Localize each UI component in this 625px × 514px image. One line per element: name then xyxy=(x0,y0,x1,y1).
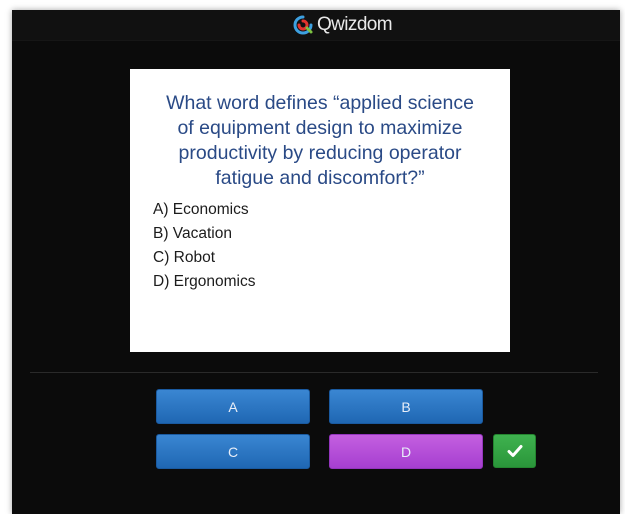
confirm-answer-button[interactable] xyxy=(493,434,536,468)
answer-button-b-label: B xyxy=(401,398,411,415)
choice-b: B) Vacation xyxy=(153,225,232,242)
qwizdom-swirl-icon xyxy=(292,14,314,36)
choice-a: A) Economics xyxy=(153,201,249,218)
answer-button-d-selected[interactable] xyxy=(329,434,483,469)
brand-name: Qwizdom xyxy=(317,14,392,35)
question-text: What word defines “applied science of equipment design to maximize productivity by reducing operator fatigue and discomfort?” xyxy=(166,92,474,189)
quiz-app-frame xyxy=(12,10,620,514)
choice-c: C) Robot xyxy=(153,249,216,266)
answer-button-a[interactable] xyxy=(156,389,310,424)
answer-button-b[interactable] xyxy=(329,389,483,424)
answer-button-a-label: A xyxy=(228,398,238,415)
answer-button-c[interactable] xyxy=(156,434,310,469)
checkmark-icon xyxy=(507,444,523,458)
answer-button-c-label: C xyxy=(227,443,239,460)
question-card xyxy=(130,69,510,352)
divider xyxy=(30,372,598,373)
brand-logo xyxy=(292,12,392,38)
answer-button-d-label: D xyxy=(400,443,412,460)
choice-d: D) Ergonomics xyxy=(153,273,256,290)
choice-list xyxy=(153,198,256,294)
top-bar xyxy=(12,10,620,41)
